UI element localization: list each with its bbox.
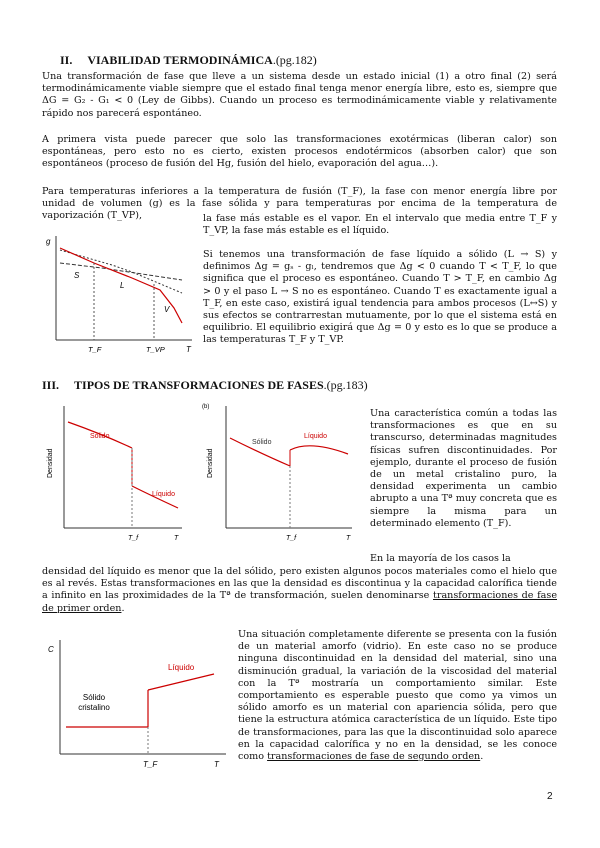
- liquid-line: [290, 446, 348, 454]
- x-label: T: [174, 535, 179, 542]
- page-number: 2: [547, 791, 553, 802]
- y-label: C: [48, 645, 54, 654]
- label-liquid: Líquido: [304, 433, 327, 440]
- section-heading-2: [60, 53, 317, 68]
- density-figure-a: [42, 398, 190, 548]
- label-v: V: [164, 305, 170, 314]
- x-label: T: [346, 535, 351, 542]
- second-order-text: Una situación completamente diferente se presenta con la fusión de un material amorfo (vidrio). En este caso no se produce ninguna discontinuidad en la densidad del material, sino una disminución gradual, la variación de la viscosidad del material con la Tª mostraría un comportamiento similar. Este comportamiento es esperable puesto que como ya vimos un sólido amorfo es un material con apariencia sólida, pero que tiene la estructura atómica característica de un líquido. Este tipo de transformaciones, para las que la discontinuidad solo aparece en la capacidad calorífica y no en la densidad, se les conoce como: [238, 629, 557, 763]
- paragraph-delta-g: Si tenemos una transformación de fase líquido a sólido (L → S) y definimos Δg = gₛ - gₗ, tendremos que Δg < 0 cuando T < T_F, lo que significa que el proceso es espontáneo. Cuando T > T_F, en cambio Δg > 0 y el paso L → S no es espontáneo. Cuando T es exactamente igual a T_F, en este caso, existirá igual tendencia para ambos procesos (L↔S) y sus efectos se contrarrestan mutuamente, por lo que el sistema está en equilibrio. El equilibrio exigirá que Δg = 0 y esto es lo que se produce a las temperaturas T_F y T_VP.: [203, 249, 557, 346]
- section-number: II.: [60, 53, 73, 67]
- paragraph-majority: En la mayoría de los casos la: [370, 553, 511, 564]
- corner-label: (b): [202, 404, 210, 410]
- paragraph-first-order: densidad del líquido es menor que la del sólido, pero existen algunos pocos materiales como el hielo que es al revés. Estas transformaciones en las que la densidad es discontinua y la capacidad calorífica tiende a infinito en las proximidades de la Tª de transformación, suelen denominarse transformaciones de fase de primer orden.: [42, 566, 557, 614]
- label-liquid: Líquido: [168, 663, 195, 672]
- tick-tf: T_F: [143, 760, 158, 769]
- liquid-line: [148, 674, 214, 690]
- paragraph-exothermic: A primera vista puede parecer que solo las transformaciones exotérmicas (liberan calor) son espontáneas, pero esto no es cierto, existen procesos endotérmicos (absorben calor) que son espontáneos (proceso de fusión del Hg, fusión del hielo, evaporación del agua…).: [42, 134, 557, 170]
- tick-tf: T_f: [128, 535, 139, 542]
- section-heading-3: [42, 378, 368, 393]
- density-figure-b: [200, 398, 360, 548]
- paragraph-second-order: Una situación completamente diferente se presenta con la fusión de un material amorfo (vidrio). En este caso no se produce ninguna discontinuidad en la densidad del material, sino una disminución gradual, la variación de la viscosidad del material con la Tª mostraría un comportamiento similar. Este comportamiento es esperable puesto que como ya vimos un sólido amorfo es un material con apariencia sólida, pero que tiene la estructura atómica característica de un líquido. Este tipo de transformaciones, para las que la discontinuidad solo aparece en la capacidad calorífica y no en la densidad, se les conoce como transformaciones de fase de segundo orden.: [238, 629, 557, 763]
- paragraph-stable-phase: la fase más estable es el vapor. En el intervalo que media entre T_F y T_VP, la fase más estable es el líquido.: [203, 213, 557, 237]
- label-solid: Sólido: [252, 439, 272, 446]
- tick-tf: T_f: [286, 535, 297, 542]
- page-ref: .(pg.183): [323, 378, 368, 392]
- section-number: III.: [42, 378, 60, 392]
- x-label: T: [186, 345, 191, 354]
- paragraph-viability: Una transformación de fase que lleve a un sistema desde un estado inicial (1) a otro final (2) será termodinámicamente viable siempre que el estado final tenga menor energía libre, esto es, siempre que ΔG = G₂ - G₁ < 0 (Ley de Gibbs). Cuando un proceso es termodinámicamente viable y relativamente rápido nos parecerá espontáneo.: [42, 71, 557, 119]
- y-label: Densidad: [47, 448, 54, 478]
- tick-tf: T_F: [88, 345, 102, 354]
- first-order-text: densidad del líquido es menor que la del sólido, pero existen algunos pocos materiales como el hielo que es al revés. Estas transformaciones en las que la densidad es discontinua y la capacidad calorífica tiende a infinito en las proximidades de la Tª de transformación, suelen denominarse: [42, 566, 557, 602]
- section-title: VIABILIDAD TERMODINÁMICA: [87, 53, 273, 67]
- label-liquid: Líquido: [152, 491, 175, 498]
- first-order-term: transformaciones de fase de primer orden: [42, 590, 557, 614]
- second-order-term: transformaciones de fase de segundo orden: [267, 751, 481, 763]
- label-s: S: [74, 271, 80, 280]
- label-crystalline: cristalino: [78, 703, 110, 712]
- page-ref: .(pg.182): [272, 53, 317, 67]
- section-title: TIPOS DE TRANSFORMACIONES DE FASES: [74, 378, 324, 392]
- label-solid: Sólido: [90, 433, 110, 440]
- paragraph-discontinuities: Una característica común a todas las transformaciones es que en su transcurso, determinadas magnitudes físicas sufren discontinuidades. Por ejemplo, durante el proceso de fusión de un metal cristalino puro, la densidad experimenta un cambio abrupto a una Tª muy concreta que es siempre la misma para un determinado elemento (T_F).: [370, 408, 557, 529]
- free-energy-figure: [42, 228, 200, 360]
- y-label: Densidad: [207, 448, 214, 478]
- label-solid: Sólido: [82, 693, 106, 702]
- tick-tvp: T_VP: [146, 345, 165, 354]
- paragraph-fusion-temp: Para temperaturas inferiores a la temperatura de fusión (T_F), la fase con menor energía libre por unidad de volumen (g) es la fase sólida y para temperaturas por encima de la temperatura de vaporización (T_VP),: [42, 186, 557, 222]
- label-l: L: [120, 281, 125, 290]
- y-label: g: [46, 237, 51, 246]
- heat-capacity-figure: [42, 630, 232, 772]
- x-label: T: [214, 760, 219, 769]
